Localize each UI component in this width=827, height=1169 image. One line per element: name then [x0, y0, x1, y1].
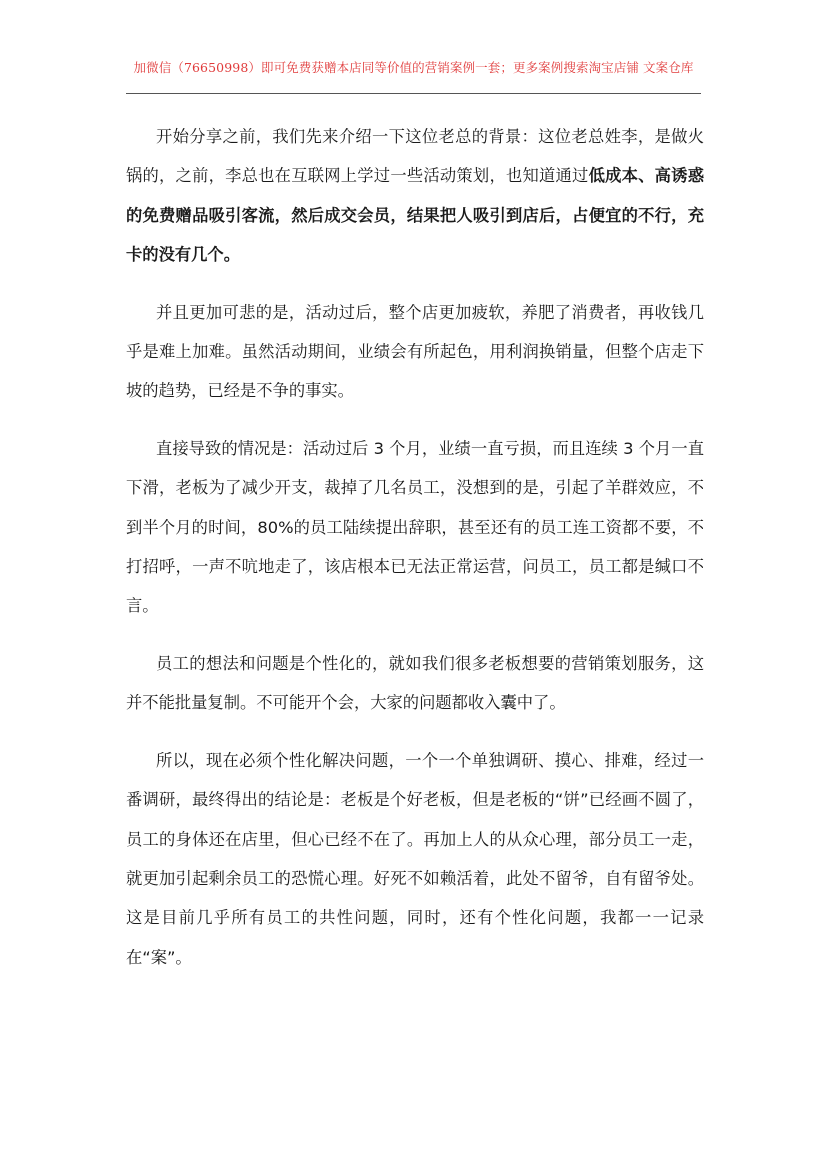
paragraph-5-text: 所以，现在必须个性化解决问题，一个一个单独调研、摸心、排难，经过一番调研，最终得出的结论是：老板是个好老板，但是老板的“饼”已经画不圆了，员工的身体还在店里，但心已经不在了。再加上人的从众心理，部分员工一走，就更加引起剩余员工的恐慌心理。好死不如赖活着，此处不留爷，自有留爷处。这是目前几乎所有员工的共性问题，同时，还有个性化问题，我都一一记录在“案”。 [126, 750, 704, 967]
document-body [126, 117, 704, 995]
paragraph-1-text: 开始分享之前，我们先来介绍一下这位老总的背景：这位老总姓李，是做火锅的，之前，李总也在互联网上学过一些活动策划，也知道通过 [126, 127, 704, 186]
paragraph-4-text: 员工的想法和问题是个性化的，就如我们很多老板想要的营销策划服务，这并不能批量复制。不可能开个会，大家的问题都收入囊中了。 [126, 653, 704, 713]
paragraph-2 [126, 293, 704, 411]
paragraph-2-text: 并且更加可悲的是，活动过后，整个店更加疲软，养肥了消费者，再收钱几乎是难上加难。虽然活动期间，业绩会有所起色，用利润换销量，但整个店走下坡的趋势，已经是不争的事实。 [126, 302, 704, 401]
paragraph-3 [126, 429, 704, 626]
header-divider [126, 93, 701, 94]
header-notice: 加微信（76650998）即可免费获赠本店同等价值的营销案例一套；更多案例搜索淘宝店铺 文案仓库 [133, 60, 694, 75]
paragraph-1-bold-text: 低成本、高诱惑的免费赠品吸引客流，然后成交会员，结果把人吸引到店后，占便宜的不行，充卡的没有几个。 [126, 166, 704, 265]
paragraph-3-text: 直接导致的情况是：活动过后 3 个月，业绩一直亏损，而且连续 3 个月一直下滑，老板为了减少开支，裁掉了几名员工，没想到的是，引起了羊群效应，不到半个月的时间，80%的员工陆续提出辞职，甚至还有的员工连工资都不要，不打招呼，一声不吭地走了，该店根本已无法正常运营，问员工，员工都是缄口不言。 [126, 438, 704, 616]
paragraph-4 [126, 644, 704, 723]
paragraph-5 [126, 741, 704, 977]
paragraph-1 [126, 117, 704, 275]
